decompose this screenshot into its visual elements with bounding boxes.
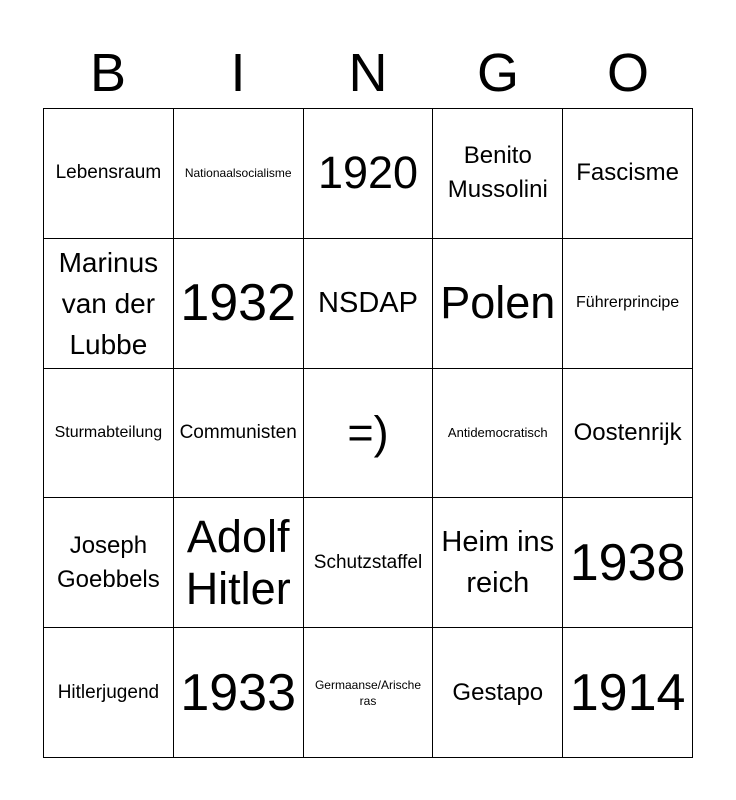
cell-text: Fascisme: [576, 159, 679, 187]
header-letter-i: I: [230, 43, 246, 103]
cell-text: 1932: [180, 274, 297, 333]
bingo-cell[interactable]: [433, 498, 563, 628]
bingo-board: [43, 108, 693, 758]
bingo-cell[interactable]: [433, 109, 563, 239]
cell-text: Antidemocratisch: [447, 424, 548, 440]
bingo-cell[interactable]: [304, 109, 434, 239]
bingo-cell[interactable]: [563, 369, 693, 499]
bingo-cell[interactable]: [563, 498, 693, 628]
bingo-cell[interactable]: [563, 109, 693, 239]
cell-text: Polen: [440, 277, 556, 329]
cell-text: Oostenrijk: [573, 418, 682, 446]
bingo-cell[interactable]: [563, 628, 693, 758]
bingo-cell[interactable]: [44, 109, 174, 239]
cell-text: 1920: [317, 147, 419, 199]
cell-text: Heim ins reich: [441, 525, 555, 599]
cell-text: Lebensraum: [55, 162, 162, 184]
cell-text: 1914: [569, 663, 686, 722]
bingo-cell[interactable]: [44, 628, 174, 758]
cell-text: Benito Mussolini: [447, 142, 548, 204]
bingo-cell[interactable]: [44, 369, 174, 499]
cell-text: Communisten: [179, 421, 297, 443]
bingo-header: [43, 38, 693, 108]
header-letter-g: G: [476, 43, 519, 103]
cell-text: Gestapo: [452, 678, 544, 706]
cell-text: Germaanse/Arische ras: [314, 677, 422, 708]
cell-text: Sturmabteilung: [54, 423, 163, 441]
bingo-cell[interactable]: [304, 369, 434, 499]
bingo-cell[interactable]: [174, 628, 304, 758]
cell-text: Führerprincipe: [576, 294, 680, 312]
bingo-cell[interactable]: [433, 628, 563, 758]
bingo-cell[interactable]: [433, 239, 563, 369]
cell-text: Hitlerjugend: [57, 681, 160, 703]
header-letter-n: N: [348, 43, 388, 103]
cell-text: Marinus van der Lubbe: [58, 246, 159, 360]
bingo-cell[interactable]: [174, 498, 304, 628]
bingo-cell[interactable]: [304, 239, 434, 369]
bingo-cell[interactable]: [174, 369, 304, 499]
cell-text: Adolf Hitler: [185, 510, 291, 614]
cell-text: Schutzstaffel: [313, 551, 423, 573]
cell-text: Joseph Goebbels: [57, 531, 160, 593]
bingo-cell[interactable]: [174, 239, 304, 369]
bingo-cell[interactable]: [304, 498, 434, 628]
bingo-cell[interactable]: [44, 239, 174, 369]
bingo-cell[interactable]: [44, 498, 174, 628]
header-letter-o: O: [606, 43, 649, 103]
cell-text: 1933: [180, 663, 297, 722]
bingo-cell[interactable]: [304, 628, 434, 758]
bingo-cell[interactable]: [174, 109, 304, 239]
bingo-cell[interactable]: [433, 369, 563, 499]
cell-text: 1938: [569, 533, 686, 592]
cell-text: Nationaalsocialisme: [184, 166, 292, 181]
bingo-cell[interactable]: [563, 239, 693, 369]
cell-text: NSDAP: [318, 286, 418, 319]
header-letter-b: B: [89, 43, 127, 103]
free-space-text: =): [347, 406, 389, 458]
